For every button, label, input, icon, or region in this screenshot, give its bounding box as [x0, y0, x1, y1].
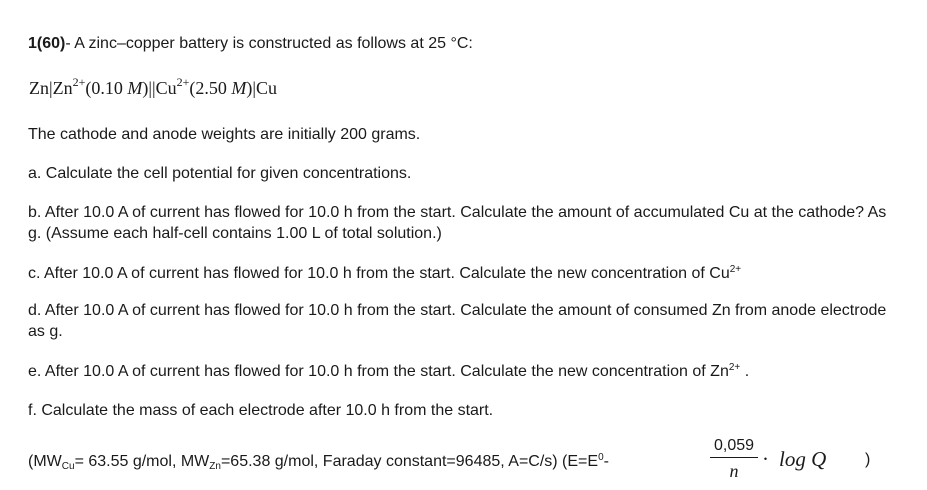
question-a: a. Calculate the cell potential for given concentrations. [28, 165, 412, 182]
cu-ion: Cu [155, 78, 177, 98]
closing-parenthesis: ) [865, 451, 871, 468]
mw-cu-subscript: Cu [61, 461, 75, 472]
zn-concentration: (0.10 [85, 78, 128, 98]
constants-line: ($MW_{Cu}= 63.55$ g/mol, $MW_{Zn}=65.38$ g/mol, Faraday constant=96485, A=C/s) ($E=E^0-$ [28, 452, 609, 472]
question-f: f. Calculate the mass of each electrode after 10.0 h from the start. [28, 402, 494, 419]
zn-charge: 2+ [72, 75, 86, 89]
question-e-text: e. After 10.0 A of current has flowed for 10.0 h from the start. Calculate the new concentration of Zn [28, 363, 729, 380]
question-e-charge: 2+ [728, 362, 741, 373]
question-b: b. After 10.0 A of current has flowed for 10.0 h from the start. Calculate the amount of accumulated Cu at the cathode? As g. (Assume each half-cell contains 1.00 L of total solution.) [28, 204, 887, 242]
cu-concentration: (2.50 [189, 78, 232, 98]
problem-number: 1(60) [28, 35, 66, 52]
standard-potential-superscript: 0 [598, 452, 604, 463]
multiply-dot: · [762, 447, 769, 471]
cathode-symbol: Cu [256, 78, 278, 98]
fraction-bar [710, 457, 758, 458]
question-d: d. After 10.0 A of current has flowed for 10.0 h from the start. Calculate the amount of consumed Zn from anode electrode as g. [28, 302, 887, 340]
zn-unit: M [127, 78, 143, 98]
problem-intro: - A zinc–copper battery is constructed as follows at 25 °C: [65, 35, 473, 52]
question-c-charge: 2+ [729, 264, 742, 275]
cell-notation: $Zn|Zn^{2+}(0.10$ $M)||Cu^{2+}(2.50$ M)|Cu [29, 75, 278, 98]
fraction-numerator: 0,059 [713, 437, 755, 454]
question-c [28, 263, 741, 284]
problem-title [28, 33, 473, 54]
fraction-denominator: n [729, 461, 739, 481]
initial-weights-statement: The cathode and anode weights are initially 200 grams. [28, 126, 421, 143]
anode-symbol: Zn [29, 78, 49, 98]
mw-zn-subscript: Zn [209, 461, 221, 472]
cu-unit: M [231, 78, 247, 98]
question-e: e. After 10.0 A of current has flowed for 10.0 h from the start. Calculate the new concentration of $Zn^{2+}$ . [28, 362, 750, 380]
nernst-fraction [710, 437, 758, 480]
zn-ion: Zn [52, 78, 73, 98]
log-q: log Q [779, 447, 827, 471]
cu-charge: 2+ [176, 75, 190, 89]
log-q-term [762, 447, 826, 472]
question-c-text: c. After 10.0 A of current has flowed for 10.0 h from the start. Calculate the new concentration of Cu [28, 265, 730, 282]
